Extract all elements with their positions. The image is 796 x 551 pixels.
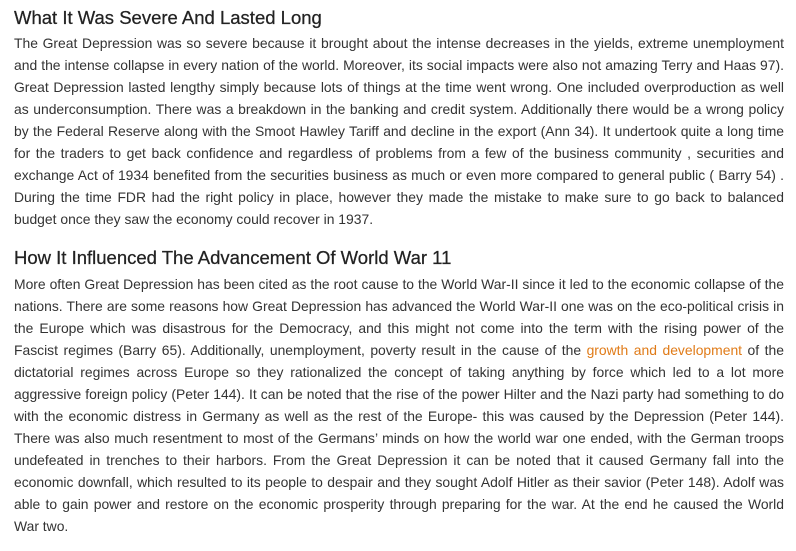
section-paragraph-severity: The Great Depression was so severe because it brought about the intense decreases in the yields, extreme unemployment and the intense collapse in every nation of the world. Moreover, its social impacts were also not amazing Terry and Haas 97). Great Depression lasted lengthy simply because lots of things at the time went wrong. One included overproduction as well as underconsumption. There was a breakdown in the banking and credit system. Additionally there would be a wrong policy by the Federal Reserve along with the Smoot Hawley Tariff and decline in the export (Ann 34). It undertook quite a long time for the traders to get back confidence and regardless of problems from a few of the business community , securities and exchange Act of 1934 benefited from the securities business as much or even more compared to general public ( Barry 54) . During the time FDR had the right policy in place, however they made the mistake to make sure to go back to balanced budget once they saw the economy could recover in 1937. xyxy=(14,35,784,227)
paragraph-text-before-link: More often Great Depression has been cited as the root cause to the World War-II since it led to the economic collapse of the nations. There are some reasons how Great Depression has advanced the World War-II one was on the eco-political crisis in the Europe which was disastrous for the Democracy, and this might not come into the term with the rising power of the Fascist regimes (Barry 65). Additionally, unemployment, poverty result in the cause of the xyxy=(14,276,784,358)
section-heading-ww2: How It Influenced The Advancement Of World War 11 xyxy=(14,247,452,268)
paragraph-text-after-link: of the dictatorial regimes across Europe so they rationalized the concept of taking anything by force which led to a lot more aggressive foreign policy (Peter 144). It can be noted that the rise of the power Hilter and the Nazi party had something to do with the economic distress in Germany as well as the rest of the Europe- this was caused by the Depression (Peter 144). There was also much resentment to most of the Germans’ minds on how the world war one ended, with the German troops undefeated in trenches to their harbors. From the Great Depression it can be noted that it caused Germany fall into the economic downfall, which resulted to its people to despair and they sought Adolf Hitler as their savior (Peter 148). Adolf was able to gain power and restore on the economic prosperity through preparing for the war. At the end he caused the World War two. xyxy=(14,342,784,534)
section-heading-severity: What It Was Severe And Lasted Long xyxy=(14,7,322,28)
growth-and-development-link[interactable]: growth and development xyxy=(586,342,743,358)
section-paragraph-ww2 xyxy=(14,273,784,537)
article-content xyxy=(14,0,784,537)
